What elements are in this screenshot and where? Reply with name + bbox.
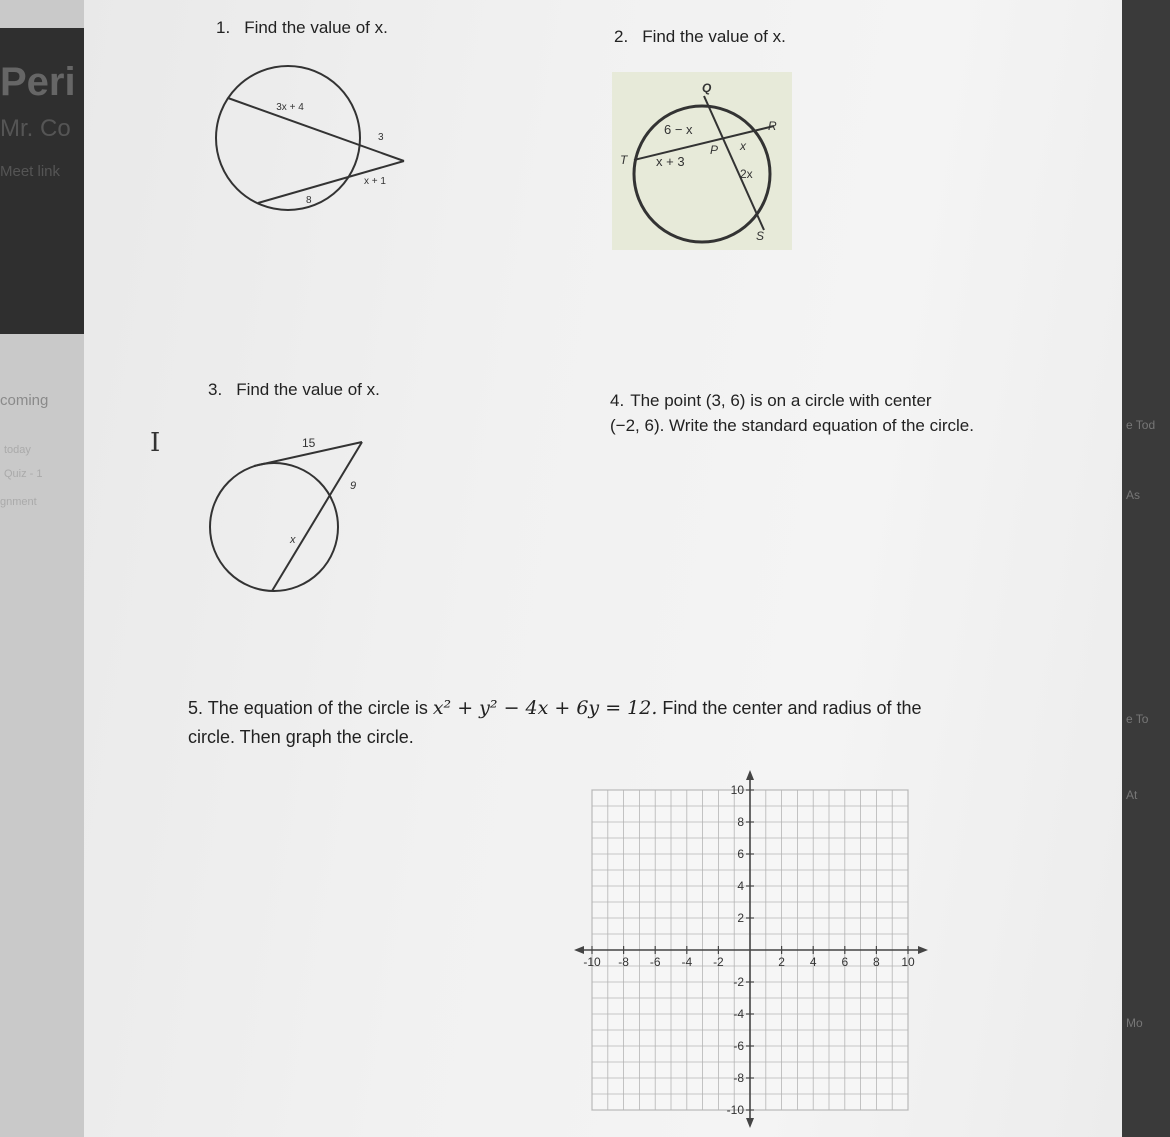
meet-link[interactable]: Meet link — [0, 163, 61, 180]
q2-diagram — [612, 72, 792, 250]
text-cursor-icon: I — [150, 428, 161, 458]
q3-number: 3. — [208, 380, 223, 399]
quiz-link[interactable]: Quiz - 1 — [4, 468, 43, 480]
q2-prompt: Find the value of x. — [642, 27, 786, 46]
q4-number: 4. — [610, 391, 625, 410]
q4-line2: (−2, 6). Write the standard equation of the circle. — [610, 416, 974, 435]
question-4 — [610, 388, 974, 438]
background-sidebar — [0, 0, 84, 1137]
q1-number: 1. — [216, 18, 231, 37]
q5-text-before: The equation of the circle is — [207, 698, 428, 718]
x-tick-label: -8 — [618, 955, 629, 969]
q1-secant-top — [228, 98, 404, 161]
coordinate-grid[interactable] — [572, 766, 932, 1136]
q5-number: 5. — [188, 698, 204, 718]
y-tick-label: 2 — [737, 911, 744, 925]
q3-label-inner: x — [290, 534, 296, 546]
q2-label-x-plus-3: x + 3 — [656, 154, 685, 169]
right-label: At — [1126, 788, 1138, 802]
x-tick-label: -6 — [649, 955, 661, 969]
y-axis-arrow-up — [746, 770, 754, 780]
x-axis-arrow-right — [918, 946, 928, 954]
q5-equation: x² + y² − 4x + 6y = 12. — [432, 697, 658, 719]
y-tick-label: 10 — [730, 783, 744, 797]
q2-number: 2. — [614, 27, 629, 46]
x-axis-arrow-left — [574, 946, 584, 954]
y-tick-label: -6 — [733, 1039, 744, 1053]
q1-diagram — [204, 60, 424, 220]
right-label: e Tod — [1126, 418, 1156, 432]
q2-label-2x: 2x — [740, 167, 753, 181]
question-5 — [188, 694, 1018, 752]
x-tick-label: 10 — [901, 955, 915, 969]
q2-label-t: T — [620, 153, 628, 167]
question-3 — [208, 380, 380, 400]
q2-label-p: P — [710, 143, 719, 157]
q1-prompt: Find the value of x. — [244, 18, 388, 37]
question-2 — [614, 27, 786, 47]
q1-label-secant-inner: 8 — [306, 195, 312, 206]
q1-label-secant-outer: x + 1 — [364, 176, 386, 187]
x-tick-label: 8 — [873, 955, 880, 969]
x-tick-label: 2 — [778, 955, 785, 969]
teacher-name: Mr. Co — [0, 115, 71, 142]
y-tick-label: 8 — [737, 815, 744, 829]
due-today: today — [4, 444, 31, 456]
x-tick-label: -2 — [713, 955, 724, 969]
x-tick-label: -4 — [681, 955, 693, 969]
assignment-link[interactable]: gnment — [0, 496, 37, 508]
worksheet-paper — [84, 0, 1122, 1137]
y-tick-label: 4 — [737, 879, 744, 893]
q3-circle — [210, 463, 338, 591]
q2-label-s: S — [756, 229, 765, 243]
y-tick-label: -2 — [733, 975, 744, 989]
question-1 — [216, 18, 388, 38]
y-tick-label: -4 — [733, 1007, 744, 1021]
x-tick-label: -10 — [583, 955, 601, 969]
q3-diagram — [202, 425, 382, 600]
q1-label-chord: 3x + 4 — [276, 102, 304, 113]
q1-label-outer: 3 — [378, 132, 384, 143]
q4-line1: The point (3, 6) is on a circle with center — [630, 391, 932, 410]
q3-prompt: Find the value of x. — [236, 380, 380, 399]
q5-line2: circle. Then graph the circle. — [188, 727, 414, 747]
q2-photo-bg — [612, 72, 792, 250]
q2-label-six-minus-x: 6 − x — [664, 122, 693, 137]
q5-text-after: Find the center and radius of the — [662, 698, 922, 718]
right-label: As — [1126, 488, 1141, 502]
y-axis-arrow-down — [746, 1118, 754, 1128]
x-tick-label: 4 — [809, 955, 817, 969]
upcoming-heading: coming — [0, 392, 49, 409]
q2-label-r: R — [768, 119, 777, 133]
y-tick-label: 6 — [737, 847, 744, 861]
course-title: Peri — [0, 60, 76, 104]
q2-label-q: Q — [702, 81, 712, 95]
y-tick-label: -8 — [733, 1071, 744, 1085]
right-label: e To — [1126, 712, 1149, 726]
q2-label-x: x — [740, 139, 746, 153]
right-label: Mo — [1126, 1016, 1143, 1030]
x-tick-label: 6 — [841, 955, 849, 969]
q3-label-tangent: 15 — [302, 436, 316, 450]
q3-label-outer: 9 — [350, 480, 357, 492]
y-tick-label: -10 — [726, 1103, 744, 1117]
background-right-panel — [1122, 0, 1170, 1137]
